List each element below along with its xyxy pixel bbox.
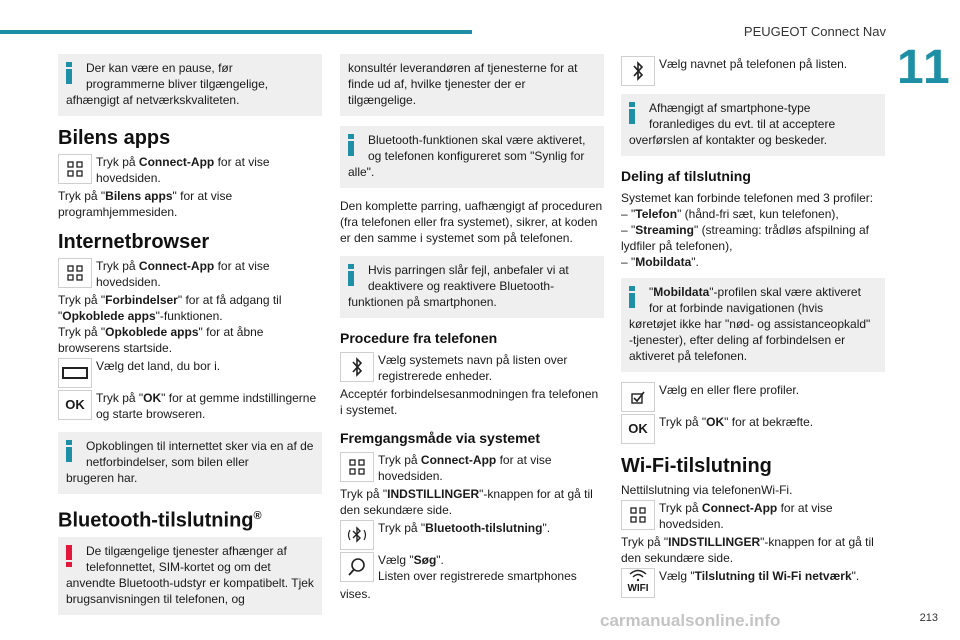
list-item: – "Mobildata". (621, 255, 699, 269)
header-title: PEUGEOT Connect Nav (743, 24, 886, 39)
warning-box-continued: konsultér leverandøren af tjenesterne for at finde ud af, hvilke tjenester der er tilgængelige. (340, 54, 604, 116)
step-select-profiles: Vælg en eller flere profiler. (621, 382, 885, 412)
flag-icon (58, 358, 92, 388)
info-box: Afhængigt af smartphone-type foranlediges du evt. til at acceptere overførslen af kontakter og beskeder. (621, 94, 885, 156)
step-select-country: Vælg det land, du bor i. (58, 358, 322, 388)
column-3: Vælg navnet på telefonen på listen. Afhængigt af smartphone-type foranlediges du evt. til at acceptere overførslen af kontakter og beskeder. Deling af tilslutning Systemet kan forbinde telefonen med 3 profiler: – "Telefon" (hånd-fri sæt, kun telefonen), – "Streaming" (streaming: trådløs afspilning af lydfiler på telefonen), – "Mobildata". "Mobildata"-profilen skal være aktiveret for at forbinde navigationen (hvis køretøjet ikke har "nød- og assistanceopkald" -tjenester), efter deling af forbindelsen er aktiveret på telefonen. Vælg en eller flere profiler. OK Tryk på "OK" for at bekræfte. Wi-Fi-tilslutning Nettilslutning via telefonenWi-Fi. Tryk på Connect-App for at vise hovedsiden. Tryk på "INDSTILLINGER"-knappen for at gå til den sekundære side. WIFI Vælg "Tilslutning til Wi-Fi netværk". (621, 54, 885, 600)
info-icon (629, 286, 635, 308)
info-icon (629, 102, 635, 124)
list-item: – "Streaming" (streaming: trådløs afspilning af lydfiler på telefonen), (621, 223, 869, 253)
checkbox-icon (621, 382, 655, 412)
step-search: Vælg "Søg". Listen over registrerede smartphones (340, 552, 604, 584)
bluetooth-icon (621, 56, 655, 86)
search-icon (340, 552, 374, 582)
apps-grid-icon (621, 500, 655, 530)
info-icon (66, 62, 72, 84)
section-heading-internetbrowser: Internetbrowser (58, 231, 210, 253)
info-icon (348, 264, 354, 286)
page-number: 213 (919, 612, 938, 624)
chapter-number: 11 (897, 41, 952, 94)
section-heading-sharing: Deling af tilslutning (621, 168, 751, 184)
step-connect-app: Tryk på Connect-App for at vise hovedsiden. (621, 500, 885, 532)
apps-grid-icon (58, 154, 92, 184)
info-box: Der kan være en pause, før programmerne bliver tilgængelige, afhængigt af netværkskvaliteten. (58, 54, 322, 116)
step-select-system: Vælg systemets navn på listen over registrerede enheder. (340, 352, 604, 384)
wifi-icon: WIFI (621, 568, 655, 598)
info-box: Hvis parringen slår fejl, anbefaler vi at deaktivere og reaktivere Bluetooth- funktionen på smartphonen. (340, 256, 604, 318)
step-connect-app: Tryk på Connect-App for at vise hovedsiden. (58, 258, 322, 290)
apps-grid-icon (340, 452, 374, 482)
step-press-ok: OK Tryk på "OK" for at gemme indstillingerne og starte browseren. (58, 390, 322, 422)
header-accent-bar (0, 30, 472, 34)
apps-grid-icon (58, 258, 92, 288)
step-connect-app: Tryk på Connect-App for at vise hovedsiden. (340, 452, 604, 484)
step-bluetooth-connection: Tryk på "Bluetooth-tilslutning". (340, 520, 604, 550)
ok-button-icon: OK (58, 390, 92, 420)
column-2: konsultér leverandøren af tjenesterne for at finde ud af, hvilke tjenester der er tilgængelige. Bluetooth-funktionen skal være aktiveret, og telefonen konfigureret som "Synlig for alle". Den komplette parring, uafhængigt af proceduren (fra telefonen eller fra systemet), sikrer, at koden er den samme i systemet som på telefonen. Hvis parringen slår fejl, anbefaler vi at deaktivere og reaktivere Bluetooth- funktionen på smartphonen. Procedure fra telefonen Vælg systemets navn på listen over registrerede enheder. Acceptér forbindelsesanmodningen fra telefonen i systemet. Fremgangsmåde via systemet Tryk på Connect-App for at vise hovedsiden. Tryk på "INDSTILLINGER"-knappen for at gå til den sekundære side. Tryk på "Bluetooth-tilslutning". Vælg "Søg". Listen over registrerede smartphones vises. (340, 54, 604, 602)
warning-icon (66, 545, 72, 567)
section-heading-procedure-system: Fremgangsmåde via systemet (340, 430, 540, 446)
bluetooth-signal-icon (340, 520, 374, 550)
step-wifi-network: WIFI Vælg "Tilslutning til Wi-Fi netværk". (621, 568, 885, 598)
paragraph: Den komplette parring, uafhængigt af proceduren (fra telefonen eller fra systemet), sikrer, at koden er den samme i systemet som på telefonen. (340, 199, 603, 245)
section-heading-procedure-phone: Procedure fra telefonen (340, 330, 498, 346)
section-heading-bilens-apps: Bilens apps (58, 127, 171, 149)
info-box: "Mobildata"-profilen skal være aktiveret for at forbinde navigationen (hvis køretøjet ikke har "nød- og assistanceopkald" -tjenester), efter deling af forbindelsen er aktiveret på telefonen. (621, 278, 885, 372)
section-heading-bluetooth: Bluetooth-tilslutning® (58, 509, 262, 532)
ok-button-icon: OK (621, 414, 655, 444)
warning-box: De tilgængelige tjenester afhænger af telefonnettet, SIM-kortet og om det anvendte Bluetooth-udstyr er kompatibelt. Tjek brugsanvisningen til telefonen, og (58, 537, 322, 615)
list-item: – "Telefon" (hånd-fri sæt, kun telefonen), (621, 207, 839, 221)
paragraph: Tryk på "Bilens apps" for at vise programhjemmesiden. (58, 189, 233, 219)
step-select-phone: Vælg navnet på telefonen på listen. (621, 56, 885, 86)
bluetooth-icon (340, 352, 374, 382)
info-icon (348, 134, 354, 156)
column-1: Der kan være en pause, før programmerne bliver tilgængelige, afhængigt af netværkskvaliteten. Bilens apps Tryk på Connect-App for at vise hovedsiden. Tryk på "Bilens apps" for at vise programhjemmesiden. Internetbrowser Tryk på Connect-App for at vise hovedsiden. Tryk på "Forbindelser" for at få adgang til "Opkoblede apps"-funktionen. Tryk på "Opkoblede apps" for at åbne browserens startside. Vælg det land, du bor i. OK Tryk på "OK" for at gemme indstillingerne og starte browseren. Opkoblingen til internettet sker via en af de netforbindelser, som bilen eller brugeren har. Bluetooth-tilslutning® De tilgængelige tjenester afhænger af telefonnettet, SIM-kortet og om det anvendte Bluetooth-udstyr er kompatibelt. Tjek brugsanvisningen til telefonen, og (58, 54, 322, 625)
info-icon (66, 440, 72, 462)
section-heading-wifi: Wi-Fi-tilslutning (621, 455, 772, 477)
info-box: Bluetooth-funktionen skal være aktiveret, og telefonen konfigureret som "Synlig for alle". (340, 126, 604, 188)
info-box: Opkoblingen til internettet sker via en af de netforbindelser, som bilen eller brugeren har. (58, 432, 322, 494)
watermark: carmanualsonline.info (600, 611, 781, 630)
step-press-ok: OK Tryk på "OK" for at bekræfte. (621, 414, 885, 444)
step-connect-app: Tryk på Connect-App for at vise hovedsiden. (58, 154, 322, 186)
